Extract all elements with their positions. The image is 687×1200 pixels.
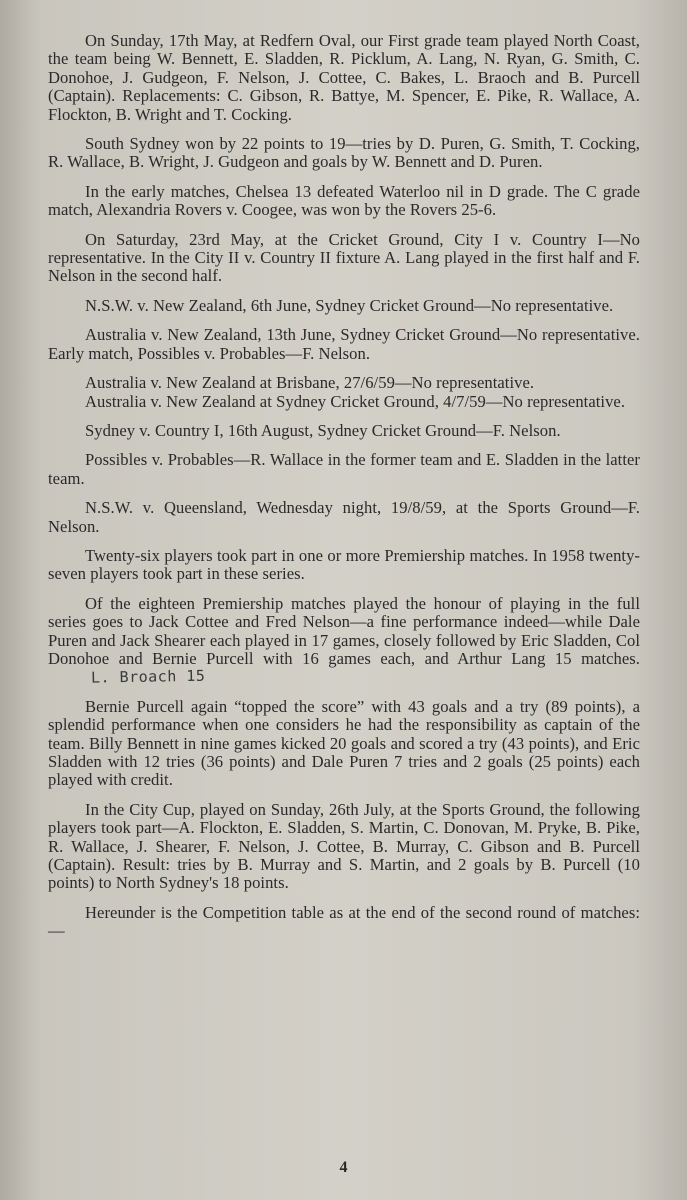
paragraph-top-scorers: Bernie Purcell again “topped the score” with 43 goals and a try (89 points), a splendid performance when one considers he had the responsibility as captain of the team. Billy Bennett in nine games kicked 20 goals and scored a try (43 points), and Eric Sladden with 12 tries (36 points) and Dale Puren 7 tries and 2 goals (25 points) each played with credit. <box>48 696 640 790</box>
page-number: 4 <box>339 1159 348 1176</box>
page-body <box>48 32 640 952</box>
paragraph-premiership-appearances <box>48 595 640 687</box>
paragraph-australia-nz-scg: Australia v. New Zealand at Sydney Cricket Ground, 4/7/59—No representative. <box>85 391 626 411</box>
paragraph-player-count: Twenty-six players took part in one or more Premiership matches. In 1958 twenty-seven players took part in these series. <box>48 545 640 584</box>
premiership-appearances-text: Of the eighteen Premiership matches played the honour of playing in the full series goes to Jack Cottee and Fred Nelson—a fine performance indeed—while Dale Puren and Jack Shearer each played in 17 games, closely followed by Eric Sladden, Col Donohoe and Bernie Purcell with 16 games each, and Arthur Lang 15 matches. <box>48 593 640 668</box>
handwritten-annotation: L. Broach 15 <box>90 667 206 688</box>
paragraph-city-cup: In the City Cup, played on Sunday, 26th July, at the Sports Ground, the following players took part—A. Flockton, E. Sladden, S. Martin, C. Donovan, M. Pryke, B. Pike, R. Wallace, J. Shearer, F. Nelson, J. Cottee, B. Murray, C. Gibson and B. Purcell (Captain). Result: tries by B. Murray and S. Martin, and 2 goals by B. Purcell (10 points) to North Sydney's 18 points. <box>48 799 640 893</box>
paragraph-city-country: On Saturday, 23rd May, at the Cricket Ground, City I v. Country I—No representative. In the City II v. Country II fixture A. Lang played in the first half and F. Nelson in the second half. <box>48 229 640 286</box>
paragraph-australia-nz-brisbane: Australia v. New Zealand at Brisbane, 27/6/59—No representative. <box>85 373 535 393</box>
paragraph-match-result: South Sydney won by 22 points to 19—tries by D. Puren, G. Smith, T. Cocking, R. Wallace, B. Wright, J. Gudgeon and goals by W. Bennett and D. Puren. <box>48 134 640 172</box>
paragraph-north-coast-match: On Sunday, 17th May, at Redfern Oval, our First grade team played North Coast, the team being W. Bennett, E. Sladden, R. Picklum, A. Lang, N. Ryan, G. Smith, C. Donohoe, J. Gudgeon, F. Nelson, J. Cottee, C. Bakes, L. Braoch and B. Purcell (Captain). Replacements: C. Gibson, R. Battye, M. Spencer, E. Pike, R. Wallace, A. Flockton, B. Wright and T. Cocking. <box>48 31 640 124</box>
paragraph-early-matches: In the early matches, Chelsea 13 defeated Waterloo nil in D grade. The C grade match, Alexandria Rovers v. Coogee, was won by the Rovers 25-6. <box>48 181 640 220</box>
paragraph-possibles-probables: Possibles v. Probables—R. Wallace in the former team and E. Sladden in the latter team. <box>48 450 640 488</box>
paragraph-competition-table-intro: Hereunder is the Competition table as at the end of the second round of matches:— <box>48 902 640 941</box>
paragraph-australia-nz-sydney: Australia v. New Zealand, 13th June, Sydney Cricket Ground—No representative. Early match, Possibles v. Probables—F. Nelson. <box>48 325 640 363</box>
paragraph-nsw-queensland: N.S.W. v. Queensland, Wednesday night, 19/8/59, at the Sports Ground—F. Nelson. <box>48 498 640 536</box>
paragraph-sydney-country: Sydney v. Country I, 16th August, Sydney Cricket Ground—F. Nelson. <box>85 420 561 440</box>
paragraph-nsw-new-zealand: N.S.W. v. New Zealand, 6th June, Sydney Cricket Ground—No representative. <box>85 295 614 315</box>
